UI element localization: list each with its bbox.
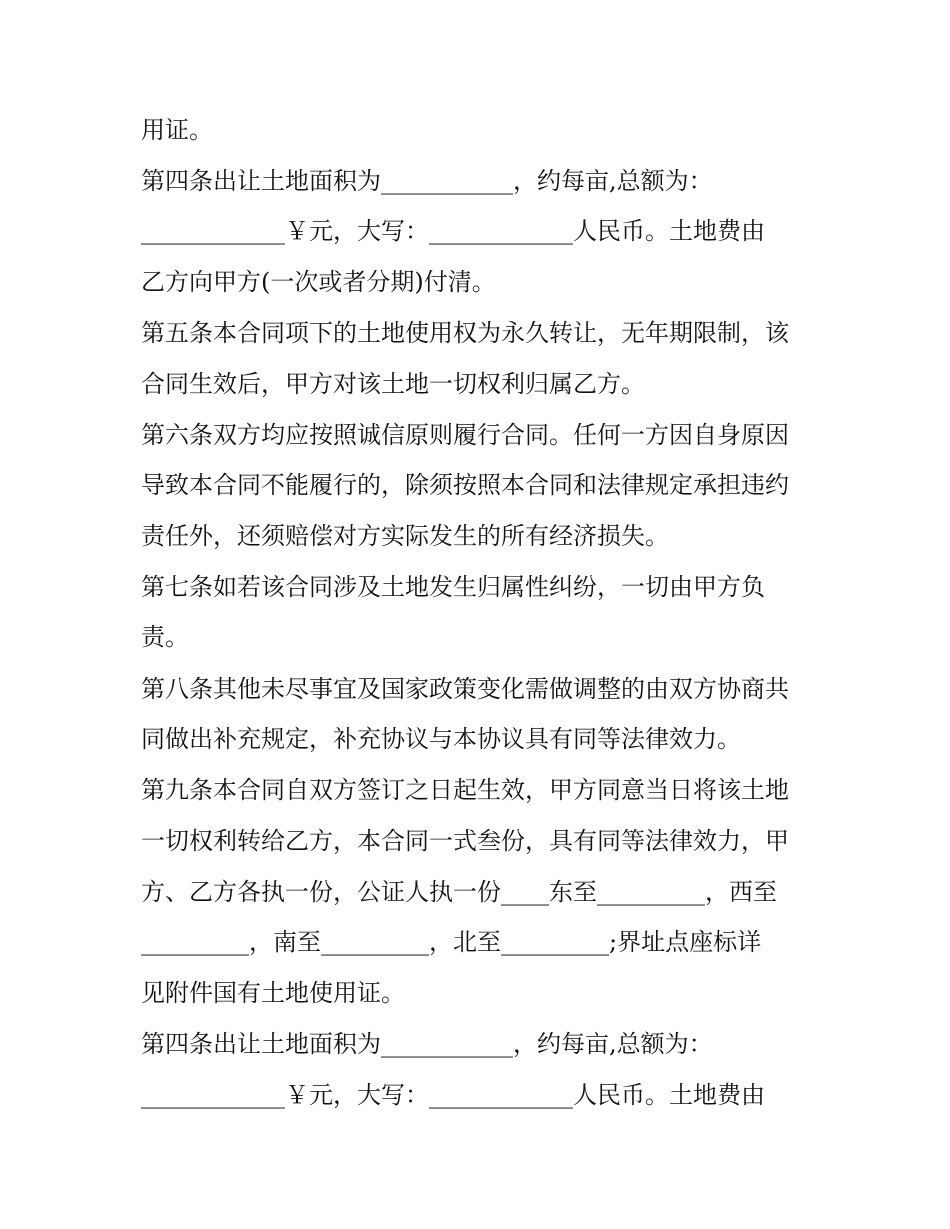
text-line: 第九条本合同自双方签订之日起生效，甲方同意当日将该土地: [141, 776, 789, 804]
text-line: 用证。: [141, 116, 213, 144]
text-line: 乙方向甲方(一次或者分期)付清。: [141, 268, 496, 296]
text-line: 第四条出让土地面积为___________，约每亩,总额为：: [141, 1030, 713, 1058]
text-line: 导致本合同不能履行的，除须按照本合同和法律规定承担违约: [141, 471, 789, 499]
text-line: 第六条双方均应按照诚信原则履行合同。任何一方因自身原因: [141, 421, 789, 449]
text-line: 责任外，还须赔偿对方实际发生的所有经济损失。: [141, 522, 669, 550]
text-line: 一切权利转给乙方，本合同一式叁份，具有同等法律效力，甲: [141, 827, 789, 855]
text-line: 见附件国有土地使用证。: [141, 979, 405, 1007]
text-line: 方、乙方各执一份，公证人执一份____东至_________，西至: [141, 878, 777, 906]
text-line: 第八条其他未尽事宜及国家政策变化需做调整的由双方协商共: [141, 675, 789, 703]
text-line: 第五条本合同项下的土地使用权为永久转让，无年期限制，该: [141, 319, 789, 347]
text-line: 责。: [141, 623, 189, 651]
text-line: 同做出补充规定，补充协议与本协议具有同等法律效力。: [141, 725, 741, 753]
text-line: 第七条如若该合同涉及土地发生归属性纠纷，一切由甲方负: [141, 573, 765, 601]
text-line: _________，南至_________，北至_________;界址点座标详: [141, 928, 762, 956]
text-line: ____________￥元，大写：____________人民币。土地费由: [141, 217, 765, 245]
text-line: 第四条出让土地面积为___________，约每亩,总额为：: [141, 167, 713, 195]
text-line: ____________￥元，大写：____________人民币。土地费由: [141, 1081, 765, 1109]
text-line: 合同生效后，甲方对该土地一切权利归属乙方。: [141, 370, 645, 398]
